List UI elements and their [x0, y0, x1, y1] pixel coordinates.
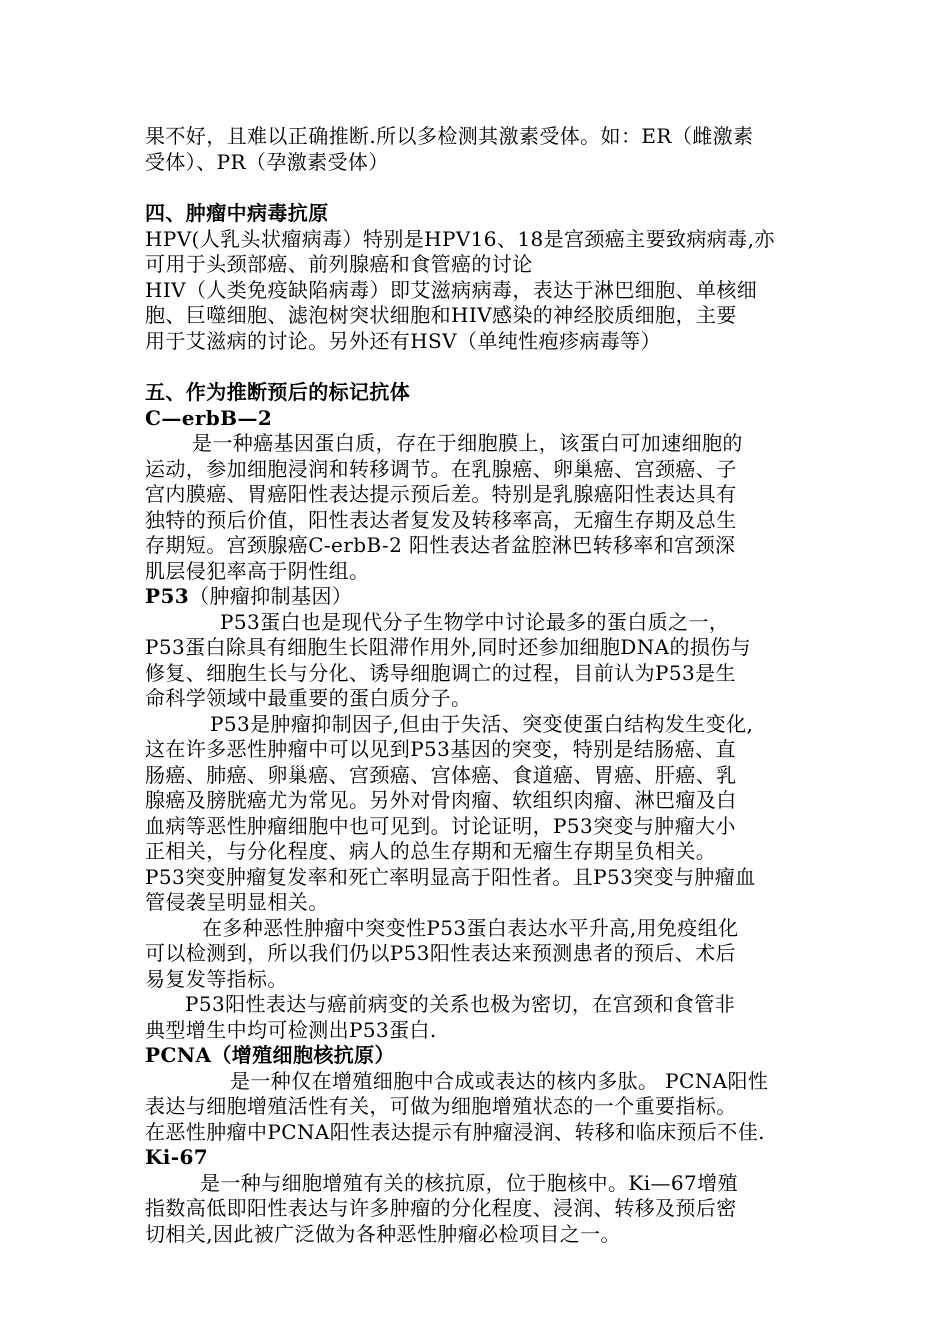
text-line: 用于艾滋病的讨论。另外还有HSV（单纯性疱疹病毒等）	[145, 328, 661, 353]
text-line: P53突变肿瘤复发率和死亡率明显高于阳性者。且P53突变与肿瘤血	[145, 864, 756, 889]
text-line: 可用于头颈部癌、前列腺癌和食管癌的讨论	[145, 252, 533, 276]
text-line: HIV（人类免疫缺陷病毒）即艾滋病病毒，表达于淋巴细胞、单核细	[145, 277, 758, 302]
text-line: P53蛋白除具有细胞生长阻滞作用外,同时还参加细胞DNA的损伤与	[145, 635, 752, 659]
text-line: 是一种癌基因蛋白质，存在于细胞膜上，该蛋白可加速细胞的	[192, 431, 743, 455]
text-line: 命科学领域中最重要的蛋白质分子。	[145, 686, 472, 710]
text-line: 可以检测到，所以我们仍以P53阳性表达来预测患者的预后、术后	[145, 941, 736, 965]
text-line: P53阳性表达与癌前病变的关系也极为密切，在宫颈和食管非	[185, 992, 736, 1016]
text-line: 果不好，且难以正确推断.所以多检测其激素受体。如：ER（雌激素	[145, 124, 754, 148]
subsection-heading: C—erbB—2	[145, 405, 273, 430]
text-line: 存期短。宫颈腺癌C-erbB-2 阳性表达者盆腔淋巴转移率和宫颈深	[145, 533, 736, 557]
text-line: 肠癌、肺癌、卵巢癌、宫颈癌、宫体癌、食道癌、胃癌、肝癌、乳	[145, 762, 737, 787]
text-line: 修复、细胞生长与分化、诱导细胞调亡的过程，目前认为P53是生	[145, 660, 736, 685]
text-line: 切相关,因此被广泛做为各种恶性肿瘤必检项目之一。	[145, 1221, 621, 1246]
subsection-heading: Ki-67	[145, 1145, 209, 1169]
text-line: P53是肿瘤抑制因子,但由于失活、突变使蛋白结构发生变化,	[210, 711, 754, 736]
text-line: 是一种与细胞增殖有关的核抗原，位于胞核中。Ki—67增殖	[200, 1170, 738, 1195]
text-line: 腺癌及膀胱癌尤为常见。另外对骨肉瘤、软组织肉瘤、淋巴瘤及白	[145, 788, 737, 812]
text-line: 受体）、PR（孕激素受体）	[145, 149, 389, 174]
text-line: 肌层侵犯率高于阴性组。	[145, 558, 370, 583]
text-line: 指数高低即阳性表达与许多肿瘤的分化程度、浸润、转移及预后密	[145, 1196, 737, 1220]
text-line: 是一种仅在增殖细胞中合成或表达的核内多肽。 PCNA阳性	[230, 1068, 769, 1093]
subsection-heading: P53	[145, 584, 190, 608]
text-line: 在恶性肿瘤中PCNA阳性表达提示有肿瘤浸润、转移和临床预后不佳.	[145, 1119, 765, 1144]
subsection-heading-note: （肿瘤抑制基因）	[189, 584, 353, 608]
text-line: 宫内膜癌、胃癌阳性表达提示预后差。特别是乳腺癌阳性表达具有	[145, 482, 737, 506]
section-heading: 四、肿瘤中病毒抗原	[145, 201, 329, 225]
text-line: 正相关，与分化程度、病人的总生存期和无瘤生存期呈负相关。	[145, 839, 717, 863]
text-line: 血病等恶性肿瘤细胞中也可见到。讨论证明，P53突变与肿瘤大小	[145, 813, 736, 838]
text-line: 胞、巨噬细胞、滤泡树突状细胞和HIV感染的神经胶质细胞，主要	[145, 303, 737, 327]
text-line: 典型增生中均可检测出P53蛋白.	[145, 1017, 437, 1042]
document-page	[145, 124, 815, 1247]
subsection-heading: PCNA（增殖细胞核抗原）	[145, 1043, 395, 1067]
text-line: 在多种恶性肿瘤中突变性P53蛋白表达水平升高,用免疫组化	[202, 915, 739, 940]
text-line: 表达与细胞增殖活性有关，可做为细胞增殖状态的一个重要指标。	[145, 1094, 737, 1118]
text-line: P53蛋白也是现代分子生物学中讨论最多的蛋白质之一，	[220, 609, 730, 634]
text-line: 独特的预后价值，阳性表达者复发及转移率高，无瘤生存期及总生	[145, 507, 737, 532]
subsection-heading-line	[145, 584, 815, 610]
section-heading: 五、作为推断预后的标记抗体	[145, 380, 411, 404]
text-line: 运动，参加细胞浸润和转移调节。在乳腺癌、卵巢癌、宫颈癌、子	[145, 456, 737, 481]
paragraph-gap	[145, 175, 815, 201]
text-line: 管侵袭呈明显相关。	[145, 890, 329, 914]
paragraph-gap	[145, 354, 815, 380]
text-line: 这在许多恶性肿瘤中可以见到P53基因的突变，特别是结肠癌、直	[145, 737, 736, 761]
text-line: HPV(人乳头状瘤病毒）特别是HPV16、18是宫颈癌主要致病病毒,亦	[145, 226, 775, 251]
text-line: 易复发等指标。	[145, 966, 288, 991]
